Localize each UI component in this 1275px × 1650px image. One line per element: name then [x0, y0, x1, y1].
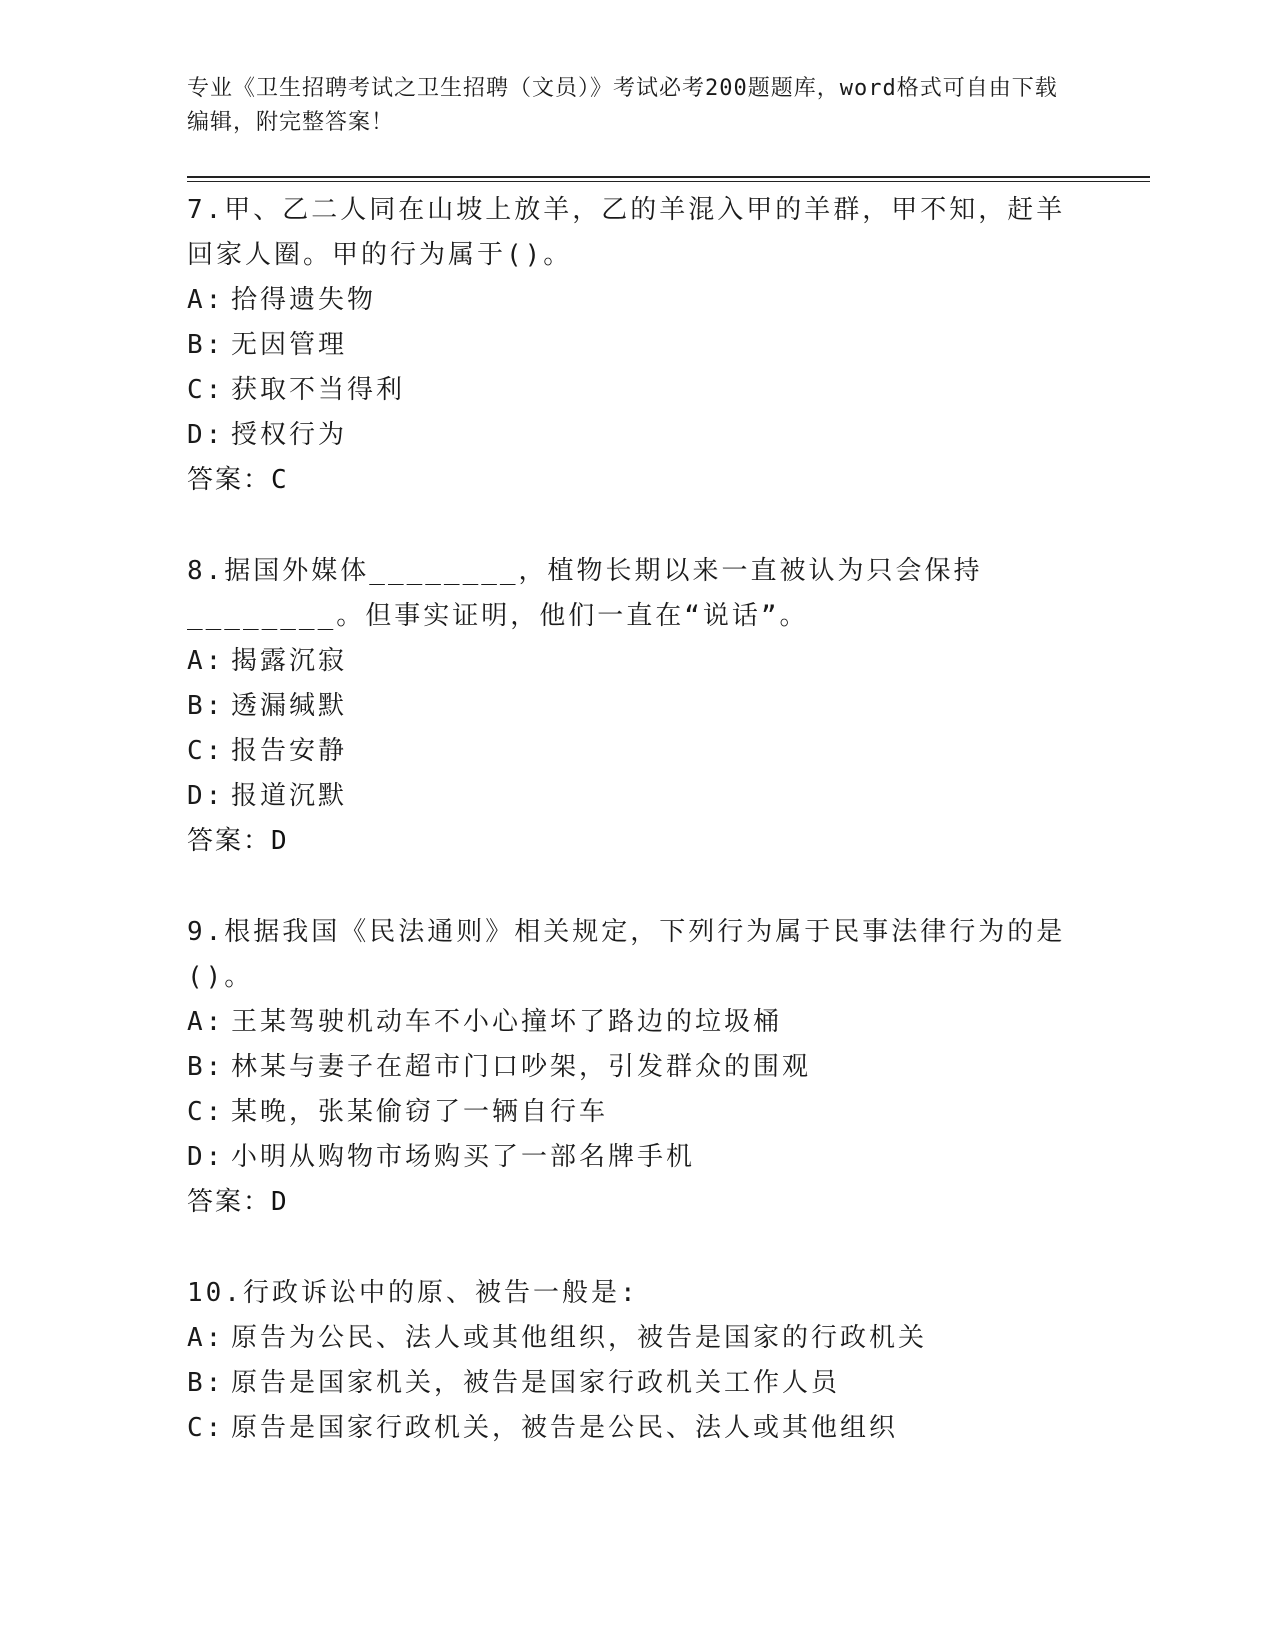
option-letter: B: [187, 691, 225, 721]
question-7 [187, 188, 1067, 503]
option-a [187, 639, 1067, 684]
question-stem: 9.根据我国《民法通则》相关规定，下列行为属于民事法律行为的是()。 [187, 917, 1066, 992]
option-text: 林某与妻子在超市门口吵架，引发群众的围观 [231, 1052, 812, 1082]
option-text: 原告为公民、法人或其他组织，被告是国家的行政机关 [231, 1323, 928, 1353]
option-text: 某晚，张某偷窃了一辆自行车 [231, 1097, 609, 1127]
option-letter: A: [187, 1323, 225, 1353]
option-letter: C: [187, 736, 225, 766]
option-text: 拾得遗失物 [231, 285, 377, 315]
question-8 [187, 549, 1067, 864]
option-c [187, 729, 1067, 774]
option-d [187, 774, 1067, 819]
option-letter: B: [187, 330, 225, 360]
option-c [187, 368, 1067, 413]
option-d [187, 1135, 1067, 1180]
question-10 [187, 1271, 1067, 1451]
question-stem: 10.行政诉讼中的原、被告一般是: [187, 1278, 639, 1308]
option-text: 获取不当得利 [231, 375, 406, 405]
option-text: 原告是国家机关，被告是国家行政机关工作人员 [231, 1368, 841, 1398]
question-list [187, 188, 1067, 1497]
header-divider-thin [187, 181, 1150, 182]
option-c [187, 1090, 1067, 1135]
option-letter: A: [187, 285, 225, 315]
option-letter: C: [187, 1413, 225, 1443]
answer-line: 答案：D [187, 1187, 289, 1217]
option-d [187, 413, 1067, 458]
answer-line: 答案：D [187, 826, 289, 856]
document-header: 专业《卫生招聘考试之卫生招聘（文员）》考试必考200题题库，word格式可自由下载编辑，附完整答案！ [187, 76, 1058, 135]
option-a [187, 278, 1067, 323]
question-stem: 8.据国外媒体________，植物长期以来一直被认为只会保持________。但事实证明，他们一直在“说话”。 [187, 556, 983, 631]
option-text: 授权行为 [231, 420, 348, 450]
option-letter: C: [187, 1097, 225, 1127]
option-b [187, 1045, 1067, 1090]
option-b [187, 1361, 1067, 1406]
answer-line: 答案：C [187, 465, 289, 495]
option-letter: C: [187, 375, 225, 405]
option-text: 透漏缄默 [231, 691, 348, 721]
option-letter: A: [187, 1007, 225, 1037]
header-divider-thick [187, 176, 1150, 178]
option-c [187, 1406, 1067, 1451]
option-letter: B: [187, 1052, 225, 1082]
question-stem: 7.甲、乙二人同在山坡上放羊，乙的羊混入甲的羊群，甲不知，赶羊回家人圈。甲的行为属于()。 [187, 195, 1066, 270]
option-text: 王某驾驶机动车不小心撞坏了路边的垃圾桶 [231, 1007, 783, 1037]
option-letter: A: [187, 646, 225, 676]
option-text: 揭露沉寂 [231, 646, 348, 676]
option-letter: B: [187, 1368, 225, 1398]
option-b [187, 684, 1067, 729]
option-a [187, 1316, 1067, 1361]
option-text: 报道沉默 [231, 781, 348, 811]
option-a [187, 1000, 1067, 1045]
option-letter: D: [187, 420, 225, 450]
option-text: 小明从购物市场购买了一部名牌手机 [231, 1142, 696, 1172]
option-letter: D: [187, 1142, 225, 1172]
question-9 [187, 910, 1067, 1225]
option-text: 报告安静 [231, 736, 348, 766]
option-text: 原告是国家行政机关，被告是公民、法人或其他组织 [231, 1413, 899, 1443]
option-letter: D: [187, 781, 225, 811]
option-text: 无因管理 [231, 330, 348, 360]
option-b [187, 323, 1067, 368]
